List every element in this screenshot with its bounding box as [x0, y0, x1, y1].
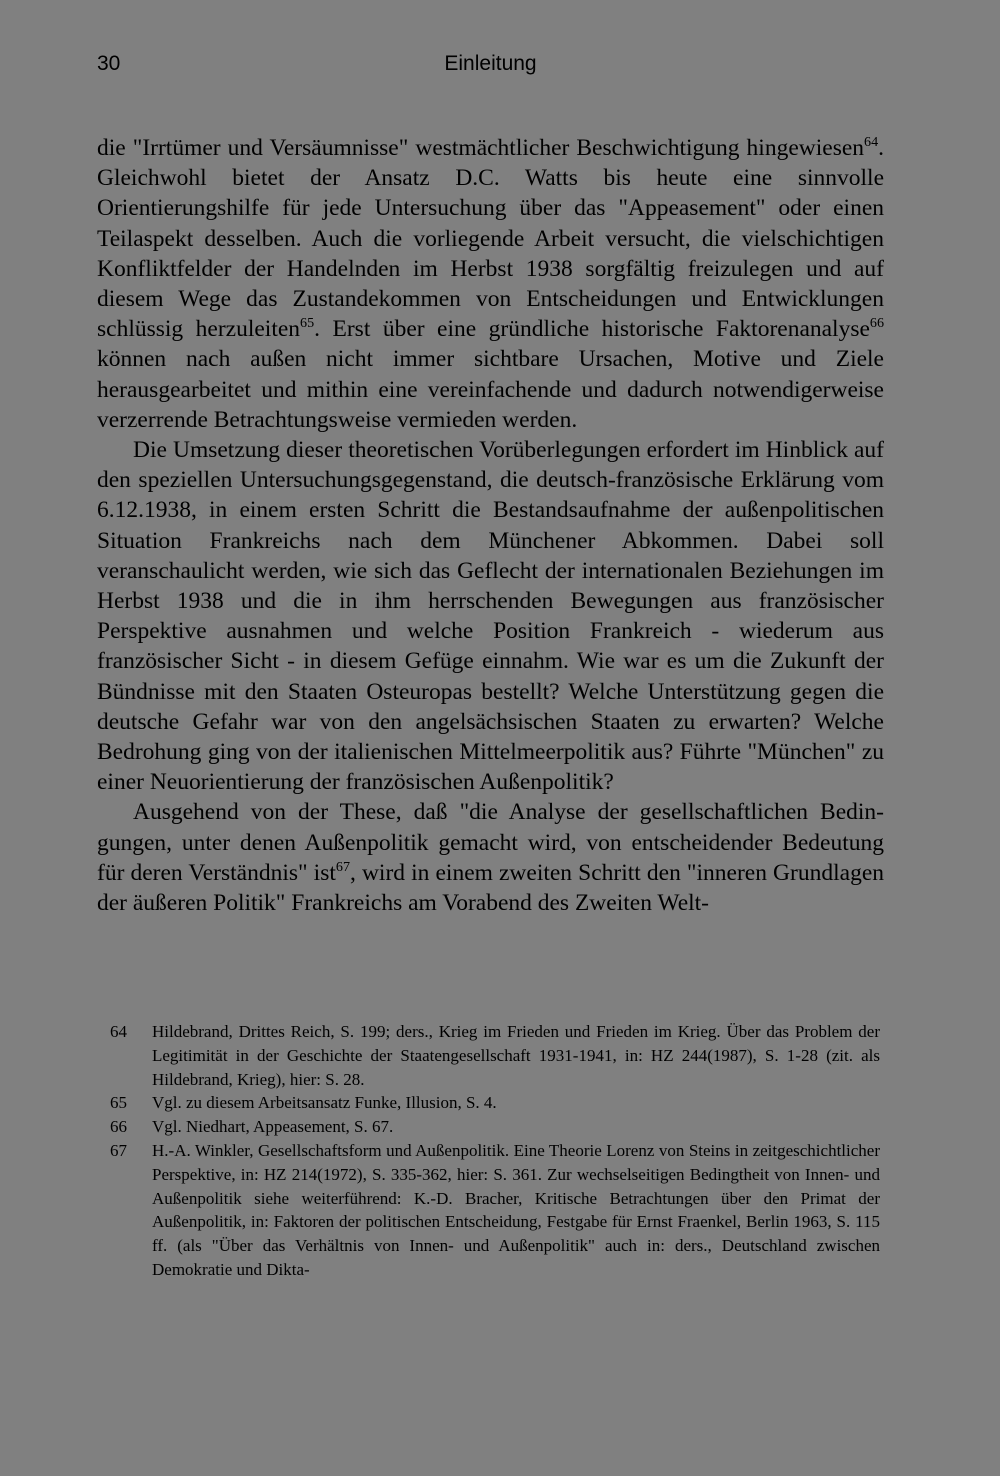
page-header	[97, 52, 884, 82]
footnote-text: Vgl. Niedhart, Appeasement, S. 67.	[152, 1117, 394, 1137]
footnote	[110, 1020, 880, 1091]
footnote	[110, 1139, 880, 1282]
body-paragraph	[97, 797, 884, 918]
footnotes	[110, 1020, 880, 1282]
paragraph-text: Die Umsetzung dieser theoretischen Vorüberlegungen erfordert im Hinblick auf den speziellen Untersuchungsgegenstand, die deutsch-französische Erklärung vom 6.12.1938, in einem ersten Schritt die Bestandsaufnahme der außenpolitischen Situation Frankreichs nach dem Münchener Abkommen. Dabei soll veranschaulicht werden, wie sich das Geflecht der internationalen Beziehungen im Herbst 1938 und die in ihm herrschenden Bewegungen aus französischer Perspektive ausnahmen und welche Position Frankreich - wiederum aus französischer Sicht - in diesem Gefüge einnahm. Wie war es um die Zukunft der Bündnisse mit den Staaten Osteuropas bestellt? Welche Unterstützung gegen die deutsche Gefahr war von den angelsächsischen Staaten zu erwarten? Welche Bedrohung ging von der italienischen Mittelmeerpolitik aus? Führte "München" zu einer Neuorientierung der französischen Außenpolitik?	[97, 437, 884, 796]
body-text	[97, 133, 884, 918]
paragraph-text: , wird in einem zweiten Schritt den "inneren Grundlagen der äußeren Politik" Frankreichs am Vorabend des Zweiten Welt-	[97, 859, 884, 917]
footnote-number: 65	[110, 1093, 127, 1113]
footnote	[110, 1115, 880, 1139]
footnote-text: H.-A. Winkler, Gesellschaftsform und Außenpolitik. Eine Theorie Lorenz von Steins in zeitgeschichtlicher Perspektive, in: HZ 214(1972), S. 335-362, hier: S. 361. Zur wechselseitigen Bedingtheit von Innen- und Außenpolitik siehe weiterführend: K.-D. Bracher, Kritische Betrachtungen über den Primat der Außenpolitik, in: Faktoren der politischen Entscheidung, Festgabe für Ernst Fraenkel, Berlin 1963, S. 115 ff. (als "Über das Verhältnis von Innen- und Außenpolitik" auch in: ders., Deutschland zwischen Demokratie und Dikta-	[152, 1140, 880, 1279]
paragraph-text: können nach außen nicht immer sichtbare Ursachen, Motive und Ziele herausgearbeitet und mithin eine vereinfachende und dadurch notwendigerweise verzerrende Betrachtungsweise vermieden werden.	[97, 346, 884, 433]
body-paragraph	[97, 133, 884, 435]
footnote-reference: 64	[864, 134, 879, 151]
body-paragraph	[97, 435, 884, 797]
footnote-text: Hildebrand, Drittes Reich, S. 199; ders., Krieg im Frieden und Frieden im Krieg. Über das Problem der Legitimität in der Geschichte der Staatengesellschaft 1931-1941, in: HZ 244(1987), S. 1-28 (zit. als Hildebrand, Krieg), hier: S. 28.	[152, 1022, 880, 1089]
paragraph-text: Ausgehend von der These, daß "die Analyse der gesellschaftlichen Bedingungen, unter denen Außenpolitik gemacht wird, von entscheidender Bedeutung für deren Verständnis" ist	[97, 799, 884, 886]
page-number: 30	[97, 52, 121, 75]
footnote-reference: 66	[869, 315, 885, 332]
paragraph-text: . Gleichwohl bietet der Ansatz D.C. Watts bis heute eine sinnvolle Orientierungshilfe für jede Untersuchung über das "Appeasement" oder einen Teilaspekt desselben. Auch die vorliegende Arbeit versucht, die vielschichtigen Konfliktfelder der Handelnden im Herbst 1938 sorgfältig freizulegen und auf diesem Wege das Zustandekommen von Entscheidungen und Entwicklungen schlüssig herzuleiten	[97, 135, 884, 343]
footnote-text: Vgl. zu diesem Arbeitsansatz Funke, Illusion, S. 4.	[152, 1093, 497, 1113]
paragraph-text: . Erst über eine gründliche historische Faktorenanalyse	[314, 316, 870, 343]
paragraph-text: die "Irrtümer und Versäumnisse" westmächtlicher Beschwichtigung hingewiesen	[97, 135, 865, 161]
footnote-reference: 67	[335, 859, 350, 876]
footnote-number: 66	[110, 1117, 127, 1137]
footnote-number: 64	[110, 1022, 127, 1041]
running-head: Einleitung	[444, 52, 537, 75]
footnote-number: 67	[110, 1140, 127, 1160]
footnote-reference: 65	[300, 315, 315, 332]
footnote	[110, 1091, 880, 1115]
